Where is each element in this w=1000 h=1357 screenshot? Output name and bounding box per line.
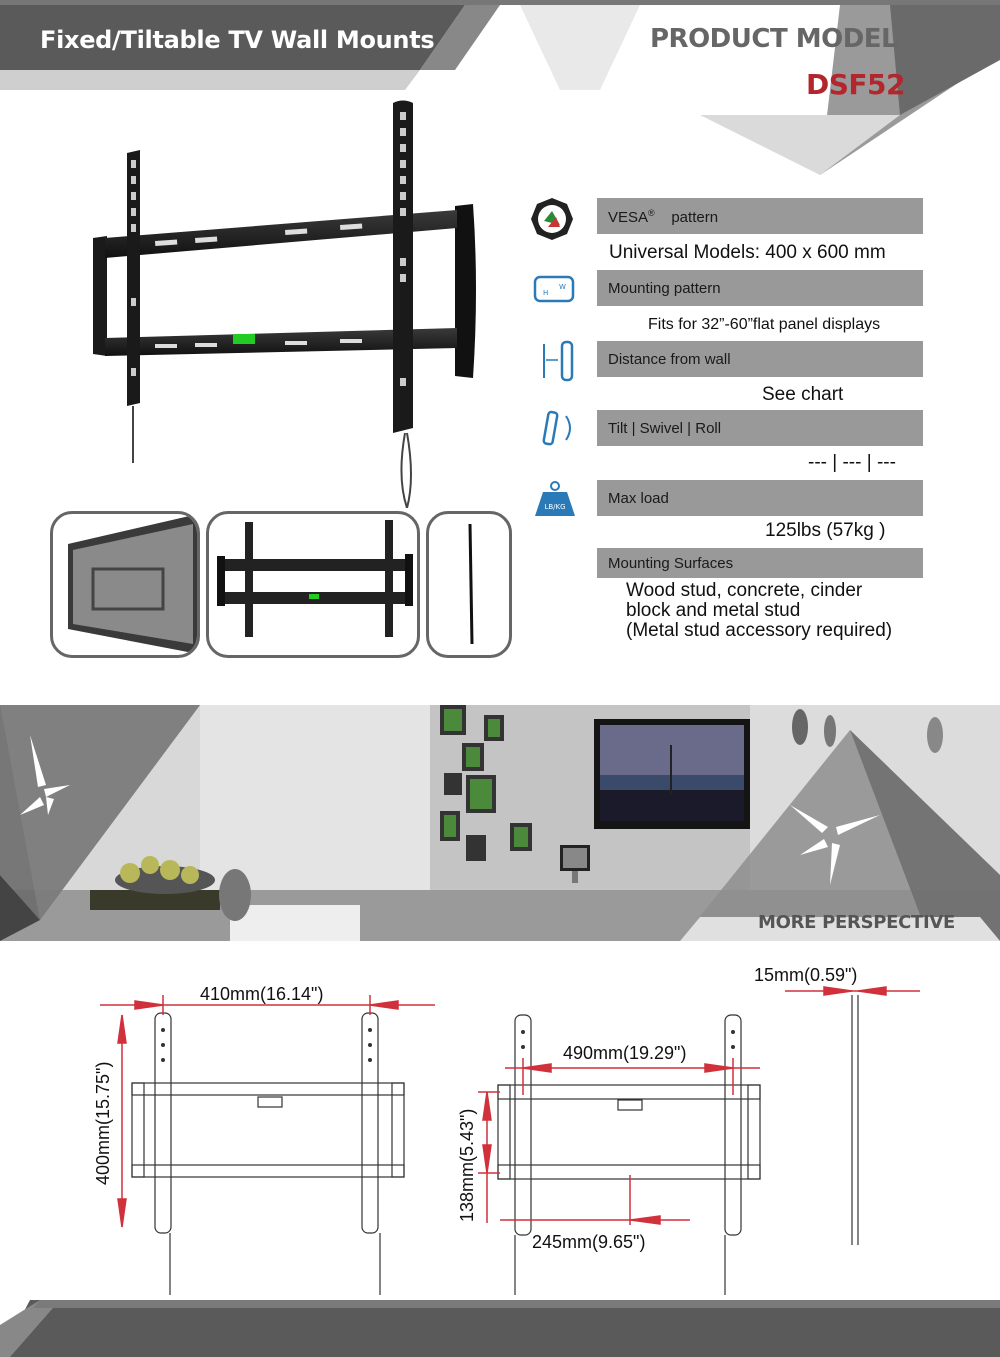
svg-text:W: W — [559, 283, 566, 291]
vesa-label-rest: pattern — [671, 209, 719, 226]
rear-bottom-dimension: 245mm(9.65") — [532, 1232, 646, 1252]
weight-icon — [533, 480, 577, 518]
thumb-mount-side[interactable] — [426, 511, 512, 658]
distance-wall-icon — [538, 340, 578, 382]
distance-value: See chart — [762, 384, 844, 405]
surfaces-label: Mounting Surfaces — [608, 555, 734, 572]
spec-bar-tilt — [597, 410, 923, 446]
surfaces-line1: Wood stud, concrete, cinder — [626, 580, 863, 601]
weight-icon-text: LB/KG — [544, 503, 566, 511]
mounting-pattern-value: Fits for 32”-60”flat panel displays — [648, 316, 881, 333]
spec-bar-distance — [597, 341, 923, 377]
front-height-dimension: 400mm(15.75") — [93, 1061, 113, 1185]
tilt-label: Tilt | Swivel | Roll — [608, 420, 722, 437]
surfaces-line2: block and metal stud — [626, 600, 801, 621]
product-code: DSF52 — [806, 68, 905, 101]
surfaces-line3: (Metal stud accessory required) — [626, 620, 893, 641]
mounting-pattern-label: Mounting pattern — [608, 280, 721, 297]
thumb-mount-front[interactable] — [206, 511, 420, 658]
footer-graphic — [0, 1300, 1000, 1357]
thumb-tv-on-wall[interactable] — [50, 511, 200, 658]
max-load-label: Max load — [608, 490, 669, 507]
tilt-value: --- | --- | --- — [808, 452, 896, 473]
more-perspective-caption: MORE PERSPECTIVE — [758, 912, 956, 933]
side-depth-dimension: 15mm(0.59") — [754, 965, 858, 985]
distance-label: Distance from wall — [608, 351, 731, 368]
tilt-icon — [540, 408, 576, 448]
room-scene-image — [0, 705, 1000, 941]
vesa-value: Universal Models: 400 x 600 mm — [609, 242, 886, 263]
max-load-value: 125lbs (57kg ) — [765, 520, 886, 541]
spec-bar-surfaces — [597, 548, 923, 578]
front-width-dimension: 410mm(16.14") — [200, 984, 324, 1004]
vesa-label: VESA — [608, 209, 649, 226]
vesa-reg-mark: ® — [648, 208, 655, 218]
spec-bar-mounting-pattern — [597, 270, 923, 306]
spec-bar-vesa — [597, 198, 923, 234]
page-title: Fixed/Tiltable TV Wall Mounts — [40, 26, 435, 54]
mounting-pattern-icon — [533, 275, 575, 303]
vesa-seal-icon — [530, 197, 574, 241]
rear-width-dimension: 490mm(19.29") — [563, 1043, 687, 1063]
rear-height-dimension: 138mm(5.43") — [457, 1108, 477, 1222]
wall-mount-product-image — [85, 98, 485, 508]
dimension-drawing — [0, 955, 1000, 1295]
product-model-label: PRODUCT MODEL — [650, 24, 898, 54]
spec-bar-max-load — [597, 480, 923, 516]
svg-text:H: H — [543, 289, 549, 297]
